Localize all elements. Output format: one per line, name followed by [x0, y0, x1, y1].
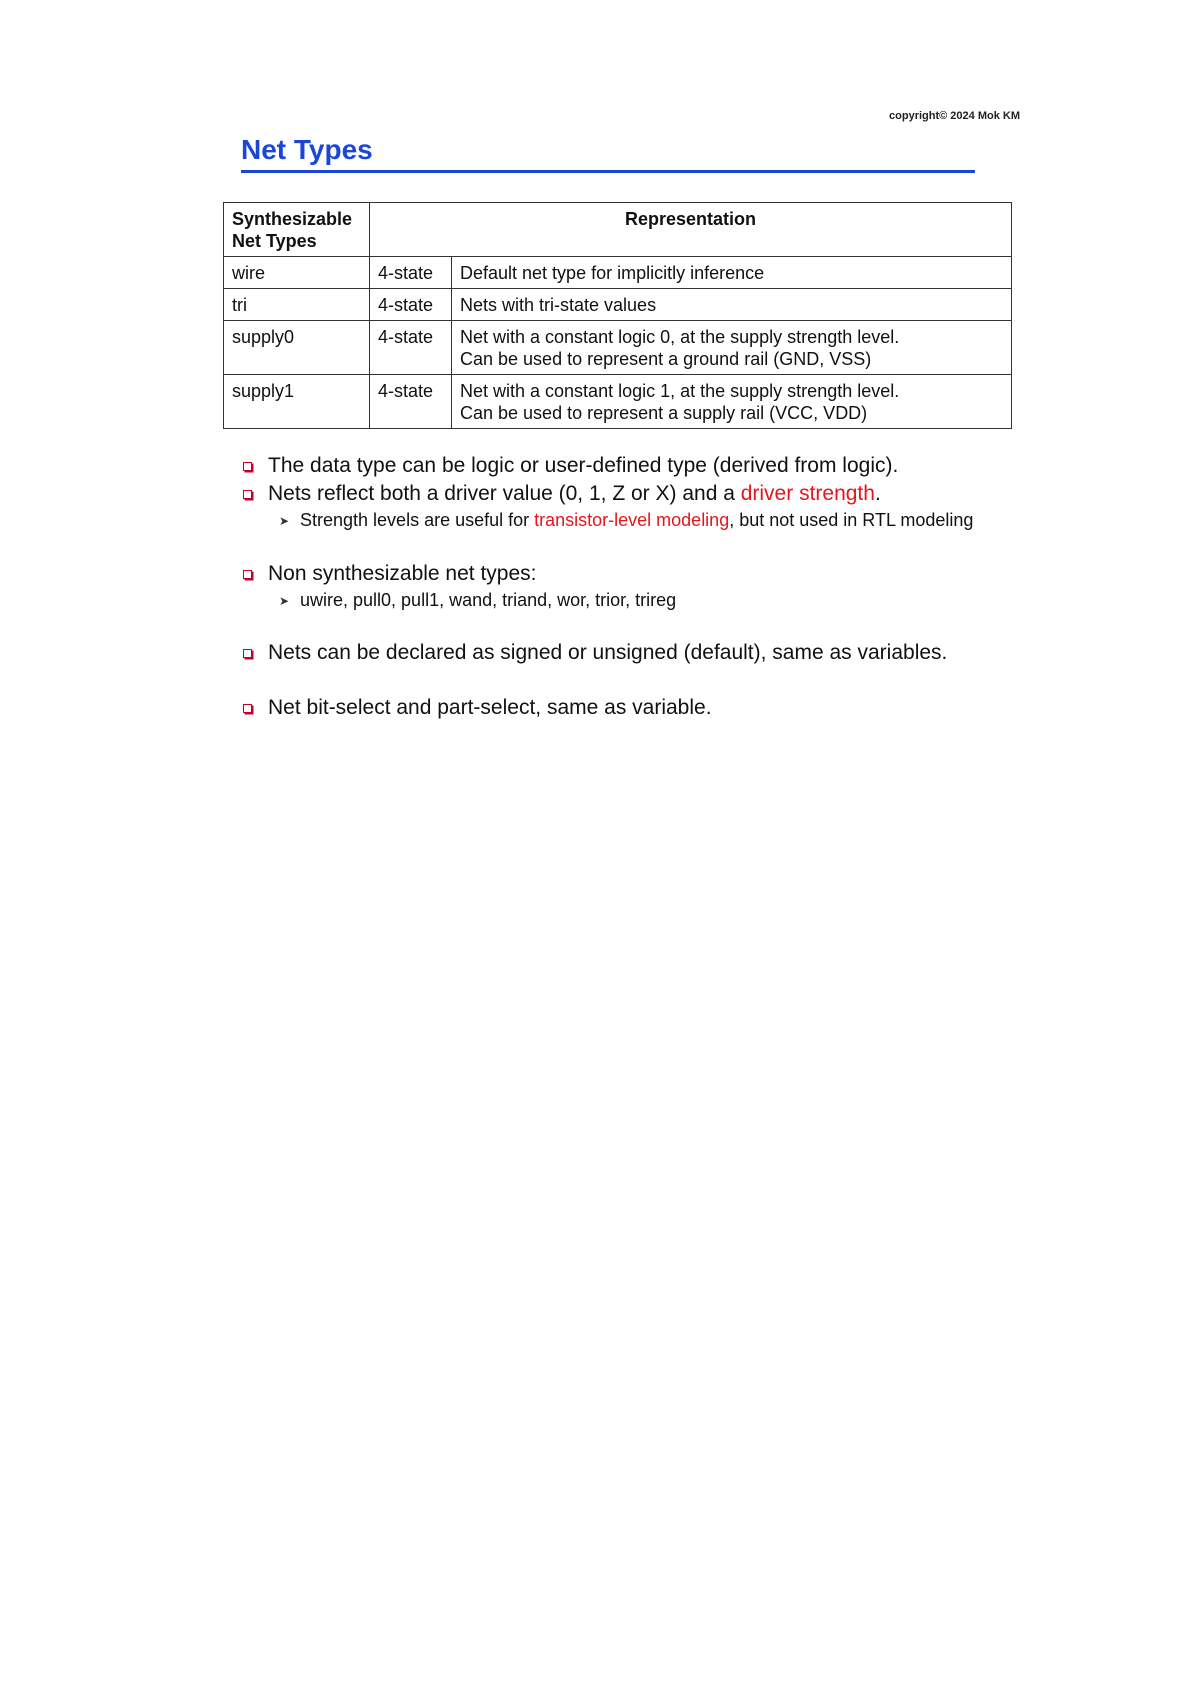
title-underline	[241, 170, 975, 173]
bullet-signed-unsigned	[241, 639, 1031, 667]
bullet-non-synthesizable	[241, 560, 1031, 588]
description-line: Default net type for implicitly inference	[460, 263, 765, 283]
hollow-square-bullet-icon	[243, 570, 252, 579]
description-line: Net with a constant logic 1, at the supply strength level.	[460, 381, 900, 401]
description-line: Can be used to represent a ground rail (GND, VSS)	[460, 349, 872, 369]
bullet-data-type	[241, 452, 1031, 480]
sub-bullet-strength-levels	[241, 508, 1031, 532]
highlight-driver-strength: driver strength	[740, 482, 875, 505]
state-cell: 4-state	[370, 289, 452, 321]
bullet-text-end: .	[874, 482, 881, 505]
table-row	[224, 289, 1012, 321]
description-line: Can be used to represent a supply rail (VCC, VDD)	[460, 403, 868, 423]
bullet-text: Nets reflect both a driver value (0, 1, Z or X) and a	[268, 482, 741, 505]
table-row	[224, 321, 1012, 375]
bullet-text: The data type can be logic or user-defined type (derived from logic).	[268, 454, 899, 477]
hollow-square-bullet-icon	[243, 490, 252, 499]
page-title: Net Types	[241, 134, 373, 165]
bullet-text: Net bit-select and part-select, same as variable.	[268, 696, 712, 719]
description-cell	[452, 257, 1012, 289]
table-header-row	[224, 203, 1012, 257]
arrowhead-bullet-icon: ➤	[279, 514, 290, 528]
bullet-list	[241, 452, 1031, 722]
highlight-transistor-level-modeling: transistor-level modeling	[534, 510, 730, 530]
bullet-text: Non synthesizable net types:	[268, 562, 537, 585]
description-line: Net with a constant logic 0, at the supply strength level.	[460, 327, 900, 347]
net-type-cell: tri	[224, 289, 370, 321]
description-line: Nets with tri-state values	[460, 295, 657, 315]
state-cell: 4-state	[370, 257, 452, 289]
table-row	[224, 375, 1012, 429]
hollow-square-bullet-icon	[243, 649, 252, 658]
description-cell	[452, 321, 1012, 375]
state-cell: 4-state	[370, 375, 452, 429]
header-synthesizable-net-types: Synthesizable Net Types	[224, 203, 370, 257]
sub-bullet-text: Strength levels are useful for	[300, 510, 535, 530]
net-types-table	[223, 202, 1012, 429]
bullet-bit-select	[241, 694, 1031, 722]
bullet-driver-strength	[241, 480, 1031, 508]
net-type-cell: supply1	[224, 375, 370, 429]
net-type-cell: wire	[224, 257, 370, 289]
header-representation: Representation	[370, 203, 1012, 257]
arrowhead-bullet-icon: ➤	[279, 594, 290, 608]
description-cell	[452, 375, 1012, 429]
sub-bullet-text-end: , but not used in RTL modeling	[729, 510, 974, 530]
sub-bullet-non-synth-list	[241, 588, 1031, 612]
hollow-square-bullet-icon	[243, 462, 252, 471]
hollow-square-bullet-icon	[243, 704, 252, 713]
net-type-cell: supply0	[224, 321, 370, 375]
bullet-text: Nets can be declared as signed or unsigned (default), same as variables.	[268, 641, 948, 664]
copyright-notice: copyright© 2024 Mok KM	[889, 110, 1020, 122]
sub-bullet-text: uwire, pull0, pull1, wand, triand, wor, trior, trireg	[300, 590, 677, 610]
table-row	[224, 257, 1012, 289]
description-cell	[452, 289, 1012, 321]
state-cell: 4-state	[370, 321, 452, 375]
